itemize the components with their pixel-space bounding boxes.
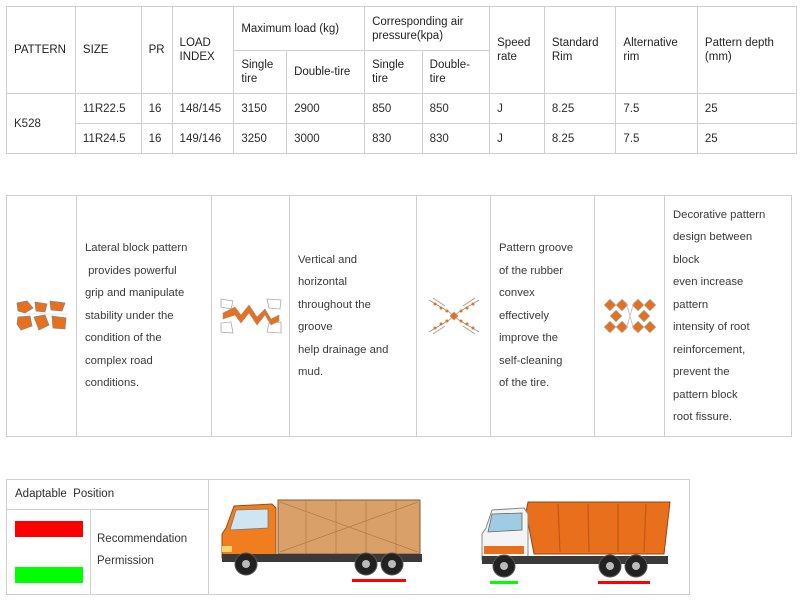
- feature-2-icon-cell: [212, 196, 290, 436]
- header-pattern-depth: Pattern depth (mm): [697, 7, 796, 94]
- feature-line: reinforcement,: [673, 343, 746, 356]
- feature-line: effectively: [499, 309, 550, 322]
- feature-line: complex road: [85, 354, 153, 367]
- feature-line: intensity of root: [673, 321, 750, 333]
- feature-line: design between: [673, 231, 753, 243]
- feature-line: self-cleaning: [499, 354, 563, 367]
- cell-pressure-double: 850: [422, 94, 489, 124]
- header-max-load: Maximum load (kg): [234, 7, 365, 51]
- feature-line: conditions.: [85, 377, 140, 390]
- feature-line: convex: [499, 287, 535, 300]
- feature-1-text-cell: [77, 196, 212, 436]
- permission-label: Permission: [97, 555, 154, 567]
- header-load-double: Double-tire: [287, 51, 365, 94]
- pattern-name: K528: [7, 94, 76, 154]
- truck-illustrations: [210, 480, 689, 594]
- adaptable-position-title: Adaptable Position: [7, 480, 208, 510]
- header-pressure: Corresponding air pressure(kpa): [365, 7, 490, 51]
- feature-line: pattern block: [673, 388, 738, 401]
- feature-2-text-cell: [290, 196, 417, 436]
- cell-pressure-single: 850: [365, 94, 423, 124]
- feature-3-description: [499, 237, 573, 395]
- cell-depth: 25: [697, 94, 796, 124]
- position-legend: [7, 480, 209, 594]
- cell-pr: 16: [141, 94, 172, 124]
- feature-line: Lateral block pattern: [85, 242, 188, 255]
- feature-line: pattern: [673, 298, 709, 311]
- feature-1-icon-cell: [7, 196, 77, 436]
- header-load-index: LOAD INDEX: [172, 7, 234, 94]
- cell-load-index: 149/146: [172, 124, 234, 154]
- cell-load-double: 2900: [287, 94, 365, 124]
- zigzag-groove-tread-icon: [219, 297, 283, 335]
- cell-speed: J: [490, 124, 545, 154]
- header-pressure-single: Single tire: [365, 51, 423, 94]
- recommendation-label: Recommendation: [97, 533, 188, 545]
- cell-load-index: 148/145: [172, 94, 234, 124]
- cell-alt-rim: 7.5: [616, 94, 697, 124]
- cell-load-single: 3250: [234, 124, 287, 154]
- feature-line: grip and manipulate: [85, 287, 185, 300]
- cell-load-double: 3000: [287, 124, 365, 154]
- feature-line: Decorative pattern: [673, 208, 766, 221]
- cell-load-single: 3150: [234, 94, 287, 124]
- cell-pressure-single: 830: [365, 124, 423, 154]
- cargo-truck-icon: [216, 492, 426, 584]
- feature-line: prevent the: [673, 366, 730, 378]
- cell-pressure-double: 830: [422, 124, 489, 154]
- lateral-block-tread-icon: [15, 299, 69, 333]
- recommendation-swatch: [15, 521, 83, 537]
- feature-line: stability under the: [85, 309, 174, 322]
- header-standard-rim: Standard Rim: [544, 7, 616, 94]
- feature-line: of the rubber: [499, 264, 564, 277]
- feature-line: horizontal: [298, 276, 347, 288]
- feature-line: throughout the: [298, 298, 371, 311]
- permission-swatch: [15, 567, 83, 583]
- feature-4-icon-cell: [595, 196, 665, 436]
- header-pr: PR: [141, 7, 172, 94]
- cell-std-rim: 8.25: [544, 94, 616, 124]
- header-pattern: PATTERN: [7, 7, 76, 94]
- table-row: [7, 94, 797, 124]
- swatch-column: [7, 510, 91, 594]
- feature-line: provides powerful: [85, 264, 177, 277]
- dump-truck-icon: [478, 494, 674, 586]
- cell-std-rim: 8.25: [544, 124, 616, 154]
- cell-pr: 16: [141, 124, 172, 154]
- header-size: SIZE: [75, 7, 141, 94]
- feature-line: improve the: [499, 332, 559, 345]
- cell-size: 11R24.5: [75, 124, 141, 154]
- header-speed-rate: Speed rate: [490, 7, 545, 94]
- feature-line: block: [673, 253, 700, 266]
- spec-table: [6, 6, 797, 154]
- cell-alt-rim: 7.5: [616, 124, 697, 154]
- feature-line: groove: [298, 321, 333, 333]
- cross-groove-tread-icon: [425, 296, 483, 336]
- diamond-block-tread-icon: [602, 298, 658, 334]
- feature-3-icon-cell: [417, 196, 491, 436]
- cell-speed: J: [490, 94, 545, 124]
- feature-line: mud.: [298, 366, 324, 378]
- header-pressure-double: Double-tire: [422, 51, 489, 94]
- cell-size: 11R22.5: [75, 94, 141, 124]
- feature-line: of the tire.: [499, 377, 550, 390]
- feature-line: Vertical and: [298, 253, 358, 266]
- feature-line: even increase: [673, 276, 744, 288]
- feature-1-description: [85, 237, 187, 395]
- feature-line: help drainage and: [298, 343, 389, 356]
- cell-depth: 25: [697, 124, 796, 154]
- adaptable-position-panel: [6, 479, 690, 595]
- feature-4-text-cell: [665, 196, 791, 436]
- feature-3-text-cell: [491, 196, 595, 436]
- header-alternative-rim: Alternative rim: [616, 7, 697, 94]
- feature-2-description: [298, 249, 388, 384]
- feature-4-description: [673, 204, 765, 429]
- feature-line: Pattern groove: [499, 242, 574, 255]
- feature-line: root fissure.: [673, 411, 733, 423]
- tread-features: [6, 195, 792, 437]
- table-row: [7, 124, 797, 154]
- header-load-single: Single tire: [234, 51, 287, 94]
- feature-line: condition of the: [85, 332, 162, 345]
